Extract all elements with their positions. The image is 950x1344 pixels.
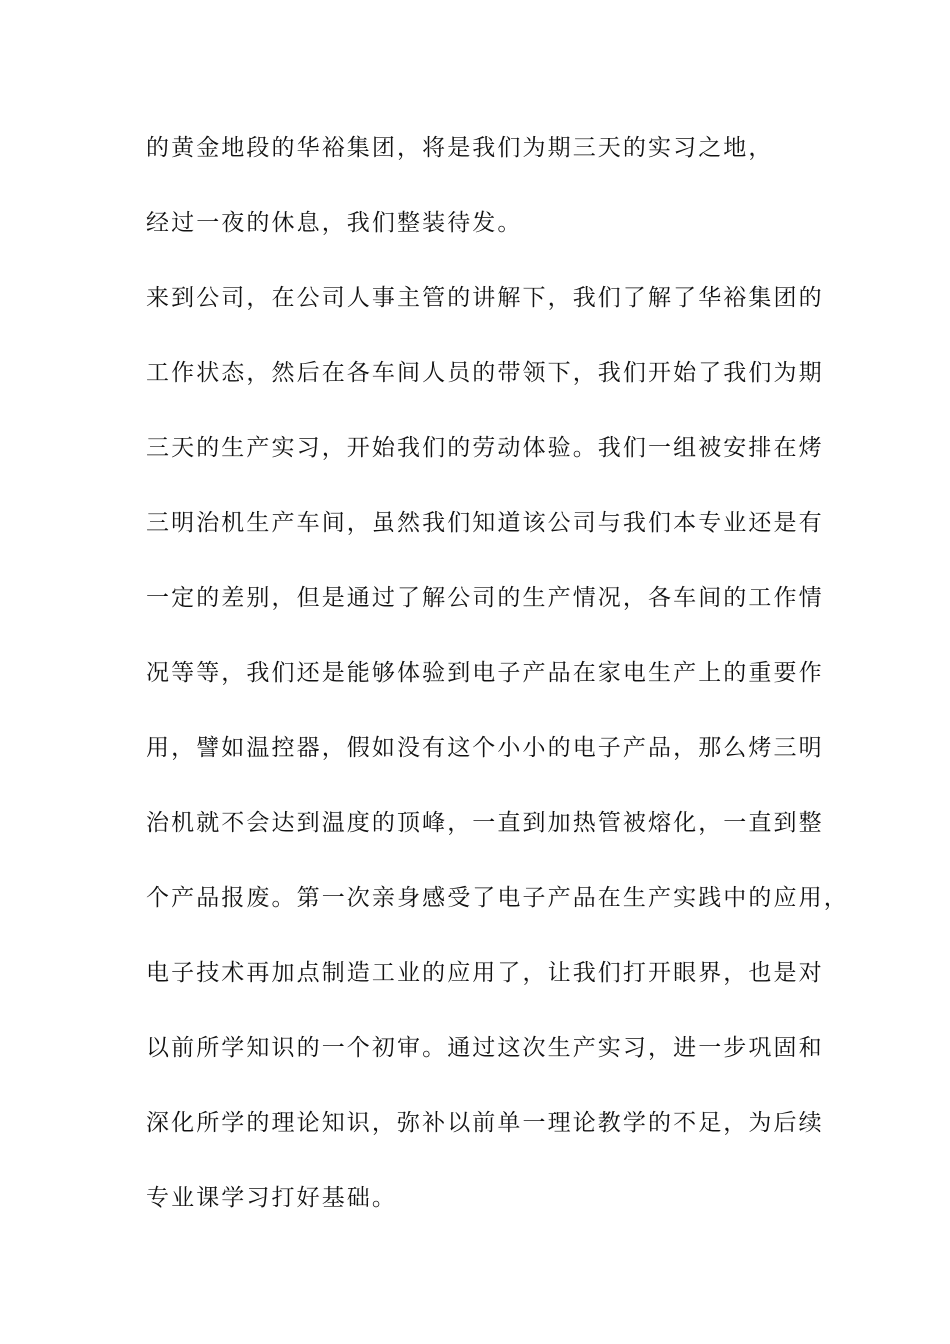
text-line-11: 个产品报废。第一次亲身感受了电子产品在生产实践中的应用， [146,885,849,911]
text-line-12: 电子技术再加点制造工业的应用了，让我们打开眼界，也是对 [146,960,824,986]
text-line-14: 深化所学的理论知识，弥补以前单一理论教学的不足，为后续 [146,1110,824,1136]
text-line-3: 来到公司，在公司人事主管的讲解下，我们了解了华裕集团的 [146,285,824,311]
text-line-10: 治机就不会达到温度的顶峰，一直到加热管被熔化，一直到整 [146,810,824,836]
text-line-9: 用，譬如温控器，假如没有这个小小的电子产品，那么烤三明 [146,735,824,761]
body-text [146,130,849,1255]
text-line-15: 专业课学习打好基础。 [146,1185,397,1211]
text-line-2: 经过一夜的休息，我们整装待发。 [146,210,523,236]
text-line-1: 的黄金地段的华裕集团，将是我们为期三天的实习之地， [146,135,774,161]
text-line-8: 况等等，我们还是能够体验到电子产品在家电生产上的重要作 [146,660,824,686]
text-line-7: 一定的差别，但是通过了解公司的生产情况，各车间的工作情 [146,585,824,611]
text-line-5: 三天的生产实习，开始我们的劳动体验。我们一组被安排在烤 [146,435,824,461]
text-line-4: 工作状态，然后在各车间人员的带领下，我们开始了我们为期 [146,360,824,386]
text-line-13: 以前所学知识的一个初审。通过这次生产实习，进一步巩固和 [146,1035,824,1061]
text-line-6: 三明治机生产车间，虽然我们知道该公司与我们本专业还是有 [146,510,824,536]
